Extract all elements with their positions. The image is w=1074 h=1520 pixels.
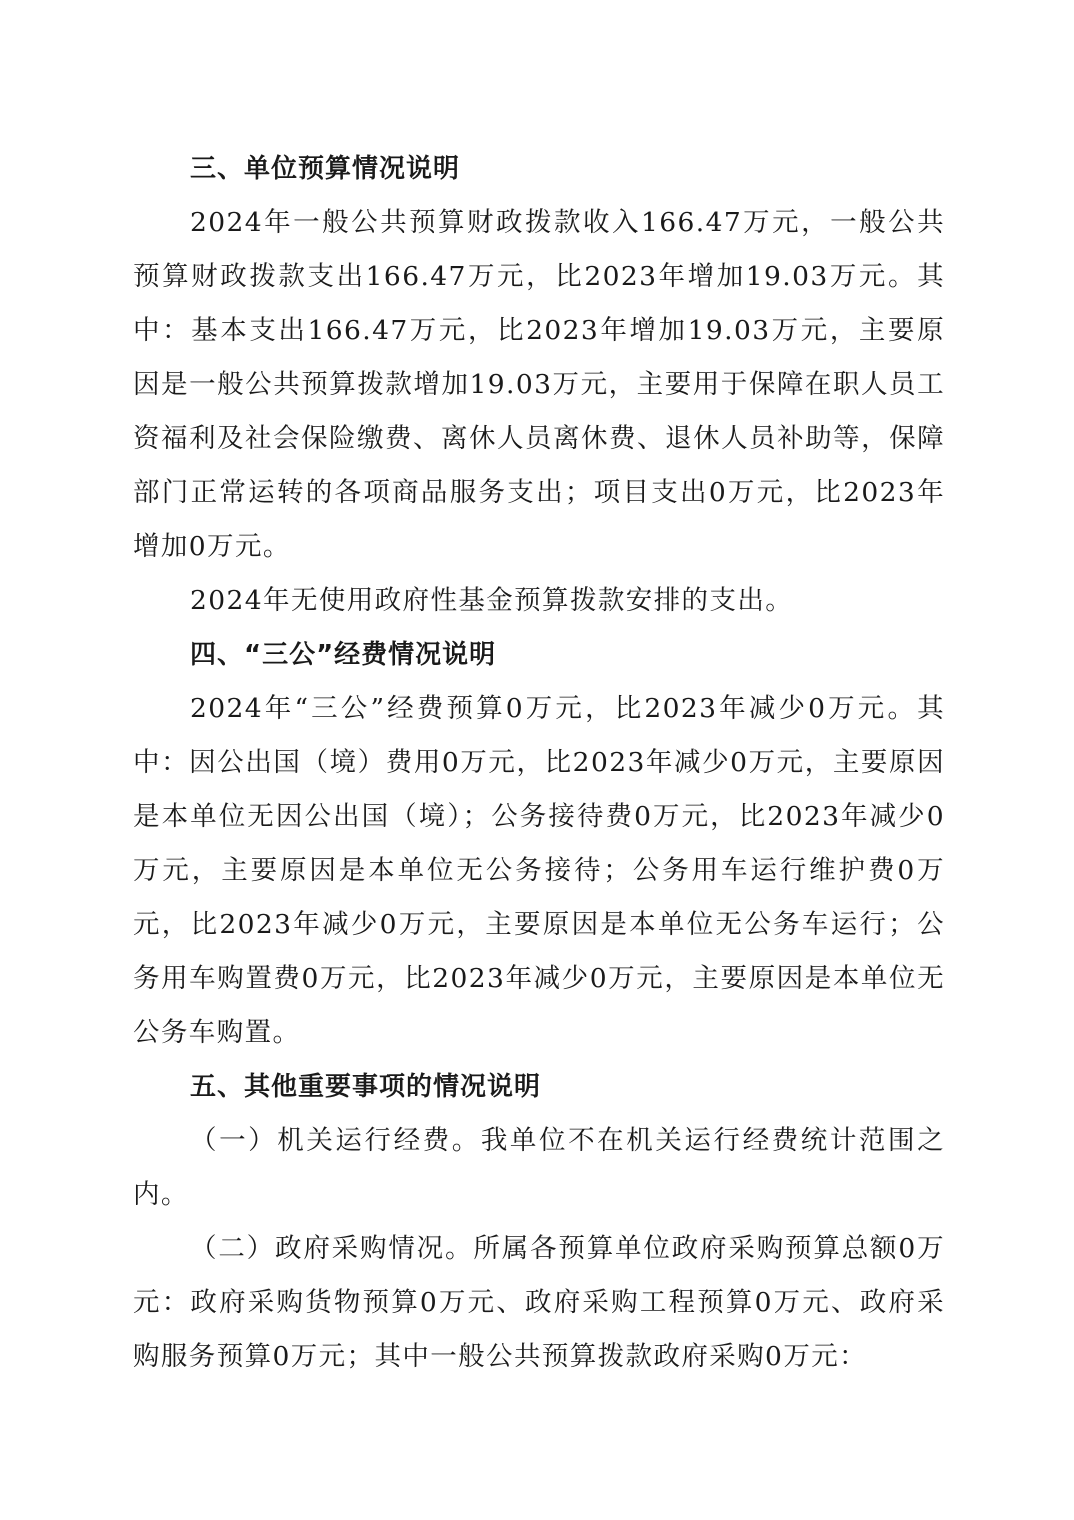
paragraph: （二）政府采购情况。所属各预算单位政府采购预算总额0万元：政府采购货物预算0万元、政府采购工程预算0万元、政府采购服务预算0万元；其中一般公共预算拨款政府采购0万元： <box>133 1233 945 1372</box>
section-heading: 三、单位预算情况说明 <box>190 154 461 184</box>
paragraph: 2024年“三公”经费预算0万元，比2023年减少0万元。其中：因公出国（境）费用0万元，比2023年减少0万元，主要原因是本单位无因公出国（境）；公务接待费0万元，比2023年减少0万元，主要原因是本单位无公务接待；公务用车运行维护费0万元，比2023年减少0万元，主要原因是本单位无公务车运行；公务用车购置费0万元，比2023年减少0万元，主要原因是本单位无公务车购置。 <box>133 693 945 1048</box>
document-page <box>133 142 945 1384</box>
paragraph: （一）机关运行经费。我单位不在机关运行经费统计范围之内。 <box>133 1125 945 1210</box>
section-heading: 五、其他重要事项的情况说明 <box>190 1072 542 1102</box>
section-4 <box>133 628 945 1060</box>
section-heading: 四、“三公”经费情况说明 <box>190 640 497 670</box>
section-5 <box>133 1060 945 1384</box>
paragraph: 2024年无使用政府性基金预算拨款安排的支出。 <box>190 585 794 616</box>
section-3 <box>133 142 945 628</box>
paragraph: 2024年一般公共预算财政拨款收入166.47万元，一般公共预算财政拨款支出166.47万元，比2023年增加19.03万元。其中：基本支出166.47万元，比2023年增加19.03万元，主要原因是一般公共预算拨款增加19.03万元，主要用于保障在职人员工资福利及社会保险缴费、离休人员离休费、退休人员补助等，保障部门正常运转的各项商品服务支出；项目支出0万元，比2023年增加0万元。 <box>133 207 945 562</box>
